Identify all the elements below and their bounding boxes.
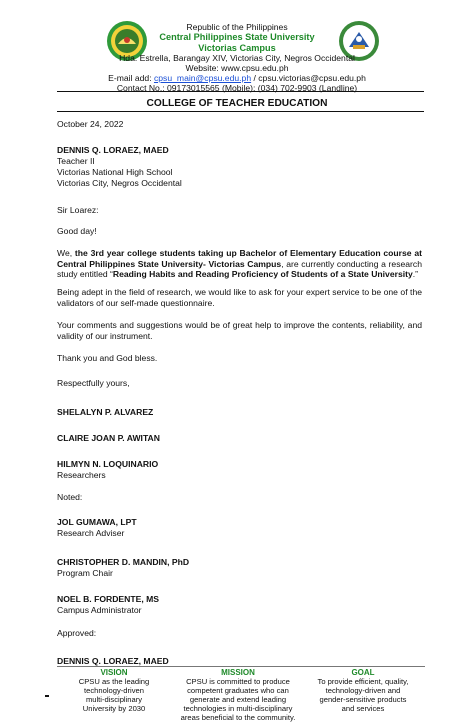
paragraph-3: Your comments and suggestions would be of great help to improve the contents, reliability, and validity of our instrument. (57, 320, 422, 341)
approved-label: Approved: (57, 628, 97, 638)
email-main-link[interactable]: cpsu_main@cpsu.edu.ph (153, 73, 252, 83)
recipient-name: DENNIS Q. LORAEZ, MAED (57, 145, 169, 155)
email-rest: / cpsu.victorias@cpsu.edu.ph (251, 73, 366, 83)
mission-line: competent graduates who can (187, 686, 289, 695)
adviser-name: JOL GUMAWA, LPT (57, 517, 137, 527)
p1-part-d: Reading Habits and Reading Proficiency of Students of a State University (112, 269, 413, 279)
footer-mark (45, 695, 49, 697)
vision-line: multi-disciplinary (85, 695, 143, 704)
vision-line: CPSU as the leading (78, 677, 150, 686)
mission-line: technologies in multi-disciplinary (183, 704, 293, 713)
header-address: Hda. Estrella, Barangay XIV, Victorias City, Negros Occidental (119, 53, 355, 63)
college-title: COLLEGE OF TEACHER EDUCATION (146, 98, 328, 109)
header-contact: Contact No.: 09173015565 (Mobile); (034) 702-9903 (Landline) (116, 83, 358, 93)
header-email (0, 73, 474, 83)
admin-role: Campus Administrator (57, 605, 142, 615)
approver-name: DENNIS Q. LORAEZ, MAED (57, 656, 169, 666)
p1-part-b: the 3rd year college students taking up Bachelor of Elementary Education course at Central Philippines State University- Victorias Campus (57, 248, 422, 269)
letter-date: October 24, 2022 (57, 119, 124, 129)
footer-goal (305, 668, 421, 713)
mission-line: CPSU is committed to produce (186, 677, 290, 686)
paragraph-2: Being adept in the field of research, we would like to ask for your expert service to be one of the validators of our self-made questionnaire. (57, 287, 422, 308)
vision-line: technology-driven (84, 686, 144, 695)
mission-line: areas beneficial to the community. (180, 713, 296, 722)
p1-part-e: .” (412, 269, 419, 279)
college-rule (57, 111, 424, 112)
header-republic: Republic of the Philippines (186, 22, 288, 32)
vision-line: University by 2030 (82, 704, 146, 713)
header-rule (57, 91, 424, 92)
chair-name: CHRISTOPHER D. MANDIN, PhD (57, 557, 190, 567)
header-campus: Victorias Campus (198, 42, 276, 53)
goal-line: gender-sensitive products (319, 695, 407, 704)
vision-title: VISION (100, 668, 128, 677)
goal-line: technology-driven and (325, 686, 401, 695)
goal-title: GOAL (351, 668, 375, 677)
goal-line: and services (341, 704, 385, 713)
p1-part-c: , are currently conducting a research study entitled “ (57, 258, 422, 279)
goal-line: To provide efficient, quality, (317, 677, 409, 686)
footer-vision (62, 668, 166, 713)
adviser-role: Research Adviser (57, 528, 125, 538)
mission-line: generate and extend leading (189, 695, 287, 704)
footer-divider (57, 666, 425, 667)
admin-name: NOEL B. FORDENTE, MS (57, 594, 160, 604)
footer-mission (158, 668, 318, 722)
letterhead (0, 22, 474, 93)
recipient-city: Victorias City, Negros Occidental (57, 178, 182, 188)
paragraph-4: Thank you and God bless. (57, 353, 158, 363)
email-label: E-mail add: (108, 73, 154, 83)
noted-label: Noted: (57, 492, 83, 502)
header-university: Central Philippines State University (159, 32, 315, 42)
researcher-name: CLAIRE JOAN P. AWITAN (57, 433, 160, 443)
greeting: Good day! (57, 226, 97, 236)
chair-role: Program Chair (57, 568, 113, 578)
recipient-school: Victorias National High School (57, 167, 173, 177)
header-website: Website: www.cpsu.edu.ph (185, 63, 289, 73)
mission-title: MISSION (221, 668, 255, 677)
paragraph-1 (57, 248, 422, 280)
recipient-title: Teacher II (57, 156, 95, 166)
researchers-label: Researchers (57, 470, 106, 480)
salutation: Sir Loarez: (57, 205, 99, 215)
researcher-name: HILMYN N. LOQUINARIO (57, 459, 159, 469)
closing: Respectfully yours, (57, 378, 130, 388)
researcher-name: SHELALYN P. ALVAREZ (57, 407, 154, 417)
p1-part-a: We, (57, 248, 75, 258)
